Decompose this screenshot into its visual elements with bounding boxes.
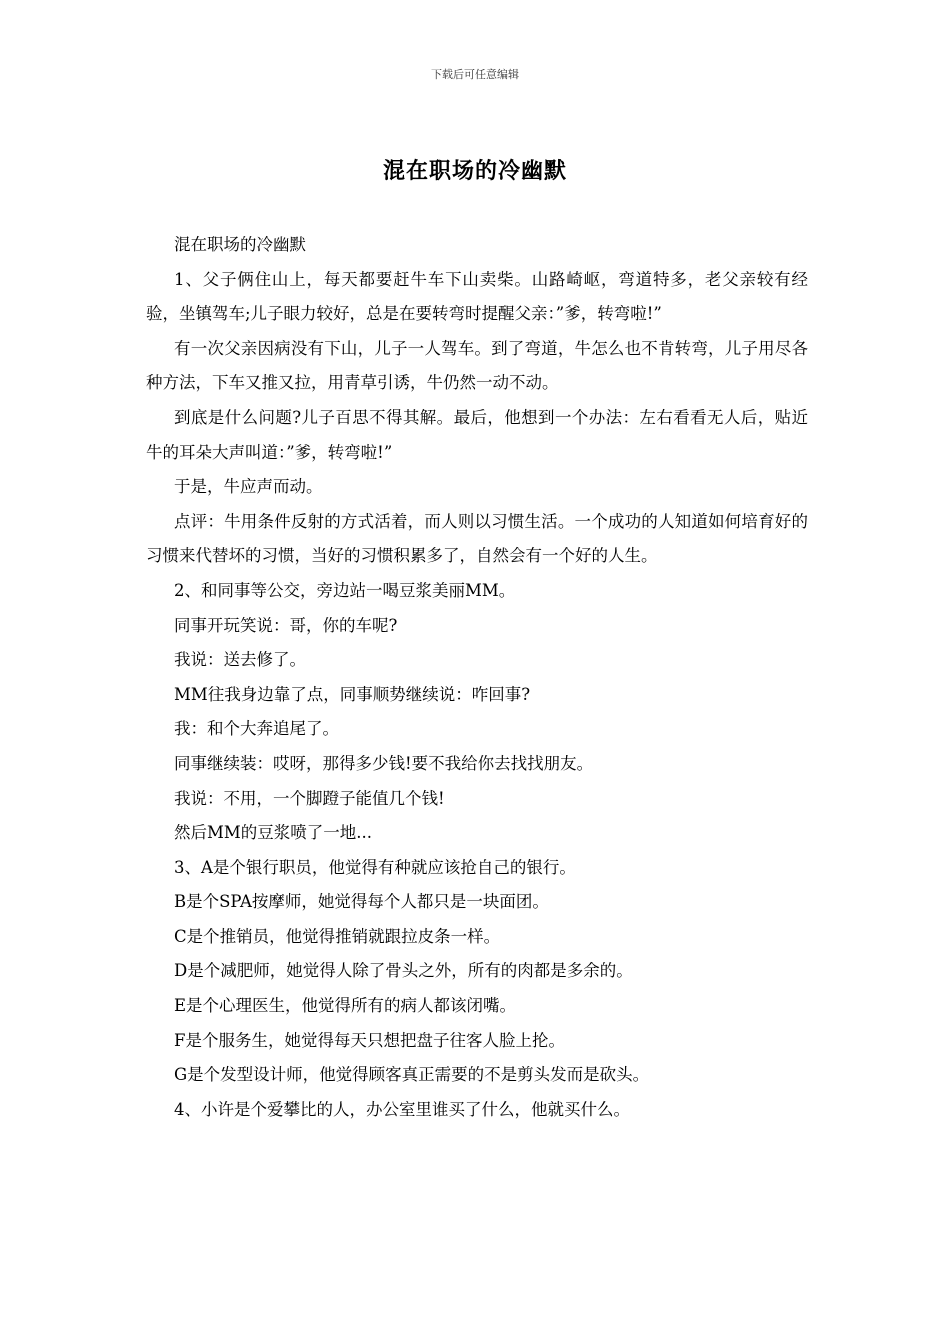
- paragraph: C是个推销员，他觉得推销就跟拉皮条一样。: [174, 926, 501, 946]
- paragraph: 同事开玩笑说：哥，你的车呢?: [174, 615, 398, 635]
- paragraph: 3、A是个银行职员，他觉得有种就应该抢自己的银行。: [174, 857, 576, 877]
- document-body: [146, 228, 808, 1127]
- paragraph: 于是，牛应声而动。: [174, 477, 323, 497]
- paragraph: 1、父子俩住山上，每天都要赶牛车下山卖柴。山路崎岖，弯道特多，老父亲较有经验，坐镇驾车;儿子眼力较好，总是在要转弯时提醒父亲：”爹，转弯啦!”: [146, 269, 808, 324]
- paragraph-subtitle: 混在职场的冷幽默: [174, 235, 306, 254]
- paragraph: MM往我身边靠了点，同事顺势继续说：咋回事?: [174, 684, 531, 704]
- paragraph: F是个服务生，她觉得每天只想把盘子往客人脸上抡。: [174, 1030, 565, 1050]
- document-title: 混在职场的冷幽默: [382, 159, 567, 184]
- paragraph: E是个心理医生，他觉得所有的病人都该闭嘴。: [174, 996, 517, 1016]
- paragraph: 我说：送去修了。: [174, 650, 306, 670]
- paragraph: 我：和个大奔追尾了。: [174, 719, 339, 739]
- paragraph: 4、小许是个爱攀比的人，办公室里谁买了什么，他就买什么。: [174, 1099, 630, 1119]
- paragraph: 2、和同事等公交，旁边站一喝豆浆美丽MM。: [174, 580, 516, 600]
- paragraph: 我说：不用，一个脚蹬子能值几个钱!: [174, 788, 445, 808]
- paragraph: D是个减肥师，她觉得人除了骨头之外，所有的肉都是多余的。: [174, 961, 633, 981]
- paragraph: B是个SPA按摩师，她觉得每个人都只是一块面团。: [174, 892, 549, 912]
- paragraph: 同事继续装：哎呀，那得多少钱!要不我给你去找找朋友。: [174, 753, 594, 773]
- paragraph: 然后MM的豆浆喷了一地...: [174, 823, 373, 843]
- page-header-note: 下载后可任意编辑: [431, 68, 519, 81]
- paragraph: 点评：牛用条件反射的方式活着，而人则以习惯生活。一个成功的人知道如何培育好的习惯来代替坏的习惯，当好的习惯积累多了，自然会有一个好的人生。: [146, 511, 808, 566]
- paragraph: G是个发型设计师，他觉得顾客真正需要的不是剪头发而是砍头。: [174, 1065, 650, 1085]
- paragraph: 有一次父亲因病没有下山，儿子一人驾车。到了弯道，牛怎么也不肯转弯，儿子用尽各种方法，下车又推又拉，用青草引诱，牛仍然一动不动。: [146, 338, 808, 393]
- paragraph: 到底是什么问题?儿子百思不得其解。最后，他想到一个办法：左右看看无人后，贴近牛的耳朵大声叫道：”爹，转弯啦!”: [146, 407, 808, 462]
